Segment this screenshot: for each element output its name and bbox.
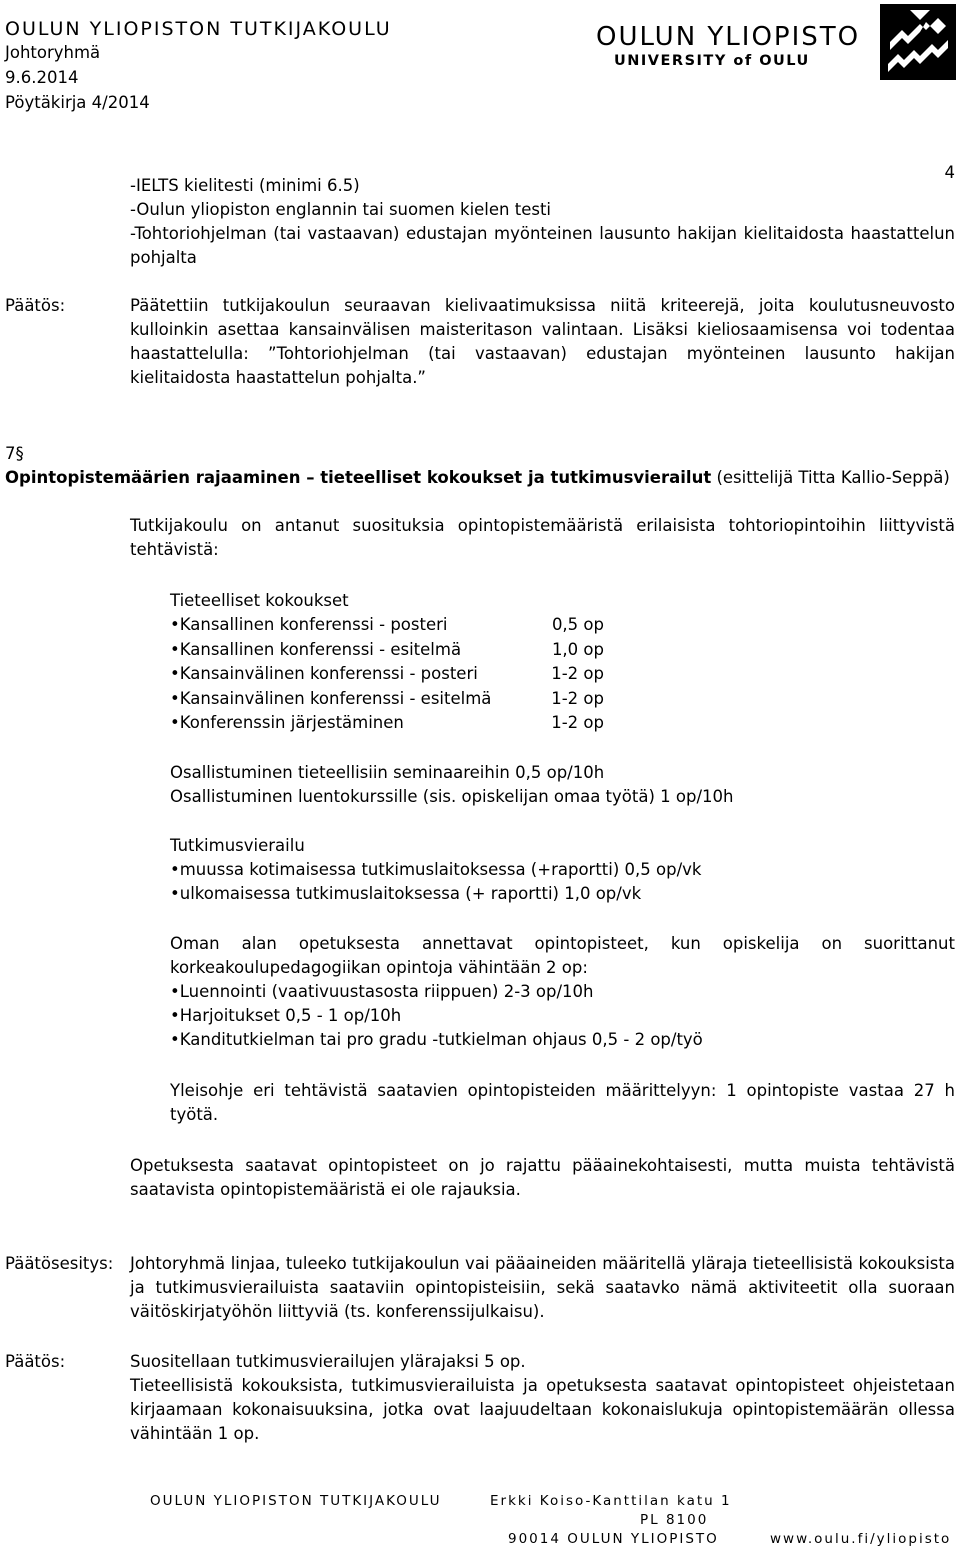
- conferences-heading: Tieteelliset kokoukset: [170, 591, 349, 610]
- teaching-note: Opetuksesta saatavat opintopisteet on jo rajattu pääainekohtaisesti, mutta muista tehtävistä saatavista opintopistemääristä ei ole rajauksia.: [130, 1156, 955, 1199]
- decision-label: Päätös:: [5, 296, 66, 315]
- list-item: [170, 638, 630, 663]
- footer-po-box: PL 8100: [640, 1512, 709, 1528]
- seminars-block: [170, 761, 955, 809]
- list-item: • Harjoitukset 0,5 - 1 op/10h: [170, 1004, 955, 1028]
- list-item: • muussa kotimaisessa tutkimuslaitoksessa (+raportti) 0,5 op/vk: [170, 858, 955, 882]
- list-item: -IELTS kielitesti (minimi 6.5): [130, 176, 360, 195]
- credit-value: 0,5 op: [551, 615, 604, 634]
- visits-heading: Tutkimusvierailu: [170, 836, 305, 855]
- list-item: • Kanditutkielman tai pro gradu -tutkielman ohjaus 0,5 - 2 op/työ: [170, 1028, 955, 1052]
- decision-text: Päätettiin tutkijakoulun seuraavan kielivaatimuksissa niitä kriteerejä, joita koulutusneuvosto kulloinkin asettaa kansainvälisen maisteritason valintaan. Lisäksi kieliosaamisensa voi todentaa haastattelulla: ”Tohtoriohjelman (tai vastaavan) edustajan myönteinen lausunto hakijan kielitaidosta haastattelun pohjalta.”: [130, 296, 955, 387]
- header-minutes: Pöytäkirja 4/2014: [5, 93, 150, 112]
- section-title: [5, 466, 955, 490]
- header-org: OULUN YLIOPISTON TUTKIJAKOULU: [5, 18, 392, 40]
- list-item: -Oulun yliopiston englannin tai suomen kielen testi: [130, 200, 552, 219]
- footer-org: OULUN YLIOPISTON TUTKIJAKOULU: [150, 1493, 442, 1509]
- list-item: • ulkomaisessa tutkimuslaitoksessa (+ raportti) 1,0 op/vk: [170, 882, 955, 906]
- section-intro: Tutkijakoulu on antanut suosituksia opintopistemääristä erilaisista tohtoriopintoihin liittyvistä tehtävistä:: [130, 516, 955, 559]
- section-title-presenter: (esittelijä Titta Kallio-Seppä): [711, 468, 950, 487]
- language-requirement-list: [130, 174, 955, 270]
- decision-line: Suositellaan tutkimusvierailujen ylärajaksi 5 op.: [130, 1352, 526, 1371]
- list-item: [170, 662, 630, 687]
- list-item: • Luennointi (vaativuustasosta riippuen) 2-3 op/10h: [170, 980, 955, 1004]
- conference-type: • Kansainvälinen konferenssi - posteri: [170, 662, 542, 687]
- header-date: 9.6.2014: [5, 68, 79, 87]
- seminar-item: Osallistuminen luentokurssille (sis. opiskelijan omaa työtä) 1 op/10h: [170, 787, 734, 806]
- proposal-label: Päätösesitys:: [5, 1254, 114, 1273]
- page-number: 4: [944, 163, 955, 182]
- list-item: [170, 687, 630, 712]
- section-title-bold: Opintopistemäärien rajaaminen – tieteelliset kokoukset ja tutkimusvierailut: [5, 468, 712, 487]
- teaching-intro: Oman alan opetuksesta annettavat opintopisteet, kun opiskelija on suorittanut korkeakoulupedagogiikan opintoja vähintään 2 op:: [170, 934, 955, 977]
- credit-value: 1-2 op: [551, 688, 604, 708]
- footer-street: Erkki Koiso-Kanttilan katu 1: [490, 1493, 732, 1509]
- list-item: [170, 711, 630, 736]
- teaching-block: [170, 932, 955, 1052]
- conferences-list: [170, 613, 630, 736]
- general-guideline: Yleisohje eri tehtävistä saatavien opintopisteiden määrittelyyn: 1 opintopiste vastaa 27 h työtä.: [170, 1081, 955, 1124]
- section-number: 7§: [5, 444, 24, 463]
- footer-website-link[interactable]: www.oulu.fi/yliopisto: [770, 1531, 952, 1547]
- conference-type: • Konferenssin järjestäminen: [170, 711, 542, 736]
- proposal-text: Johtoryhmä linjaa, tuleeko tutkijakoulun vai pääaineiden määritellä yläraja tieteellisistä kokouksista ja tutkimusvierailuista saataviin opintopisteisiin, sekä saatavko nämä aktiviteetit olla suoraan väitöskirjatyöhön liittyviä (ts. konferenssijulkaisu).: [130, 1254, 955, 1321]
- seminar-item: Osallistuminen tieteellisiin seminaareihin 0,5 op/10h: [170, 763, 605, 782]
- conference-type: • Kansallinen konferenssi - posteri: [170, 613, 542, 638]
- list-item: [170, 613, 630, 638]
- university-logo-subtext: UNIVERSITY of OULU: [614, 53, 810, 69]
- credit-value: 1-2 op: [551, 664, 604, 683]
- decision-line: Tieteellisistä kokouksista, tutkimusvierailuista ja opetuksesta saatavat opintopisteet ohjeistetaan kirjaamaan kokonaisuuksina, jotka ovat laajuudeltaan kokonaislukuja opintopistemäärän ollessa vähintään 1 op.: [130, 1376, 955, 1443]
- research-visits-block: [170, 834, 955, 906]
- credit-value: 1-2 op: [551, 713, 604, 732]
- university-logo-icon: [880, 4, 956, 80]
- decision-label: Päätös:: [5, 1352, 66, 1371]
- footer-zip-city: 90014 OULUN YLIOPISTO: [508, 1531, 719, 1547]
- header-group: Johtoryhmä: [5, 43, 101, 62]
- credit-value: 1,0 op: [551, 639, 604, 659]
- university-logo-text: OULUN YLIOPISTO: [596, 22, 861, 52]
- list-item: -Tohtoriohjelman (tai vastaavan) edustajan myönteinen lausunto hakijan kielitaidosta haastattelun pohjalta: [130, 224, 955, 267]
- decision-text: [130, 1350, 955, 1446]
- conference-type: • Kansallinen konferenssi - esitelmä: [170, 638, 542, 663]
- conference-type: • Kansainvälinen konferenssi - esitelmä: [170, 687, 542, 712]
